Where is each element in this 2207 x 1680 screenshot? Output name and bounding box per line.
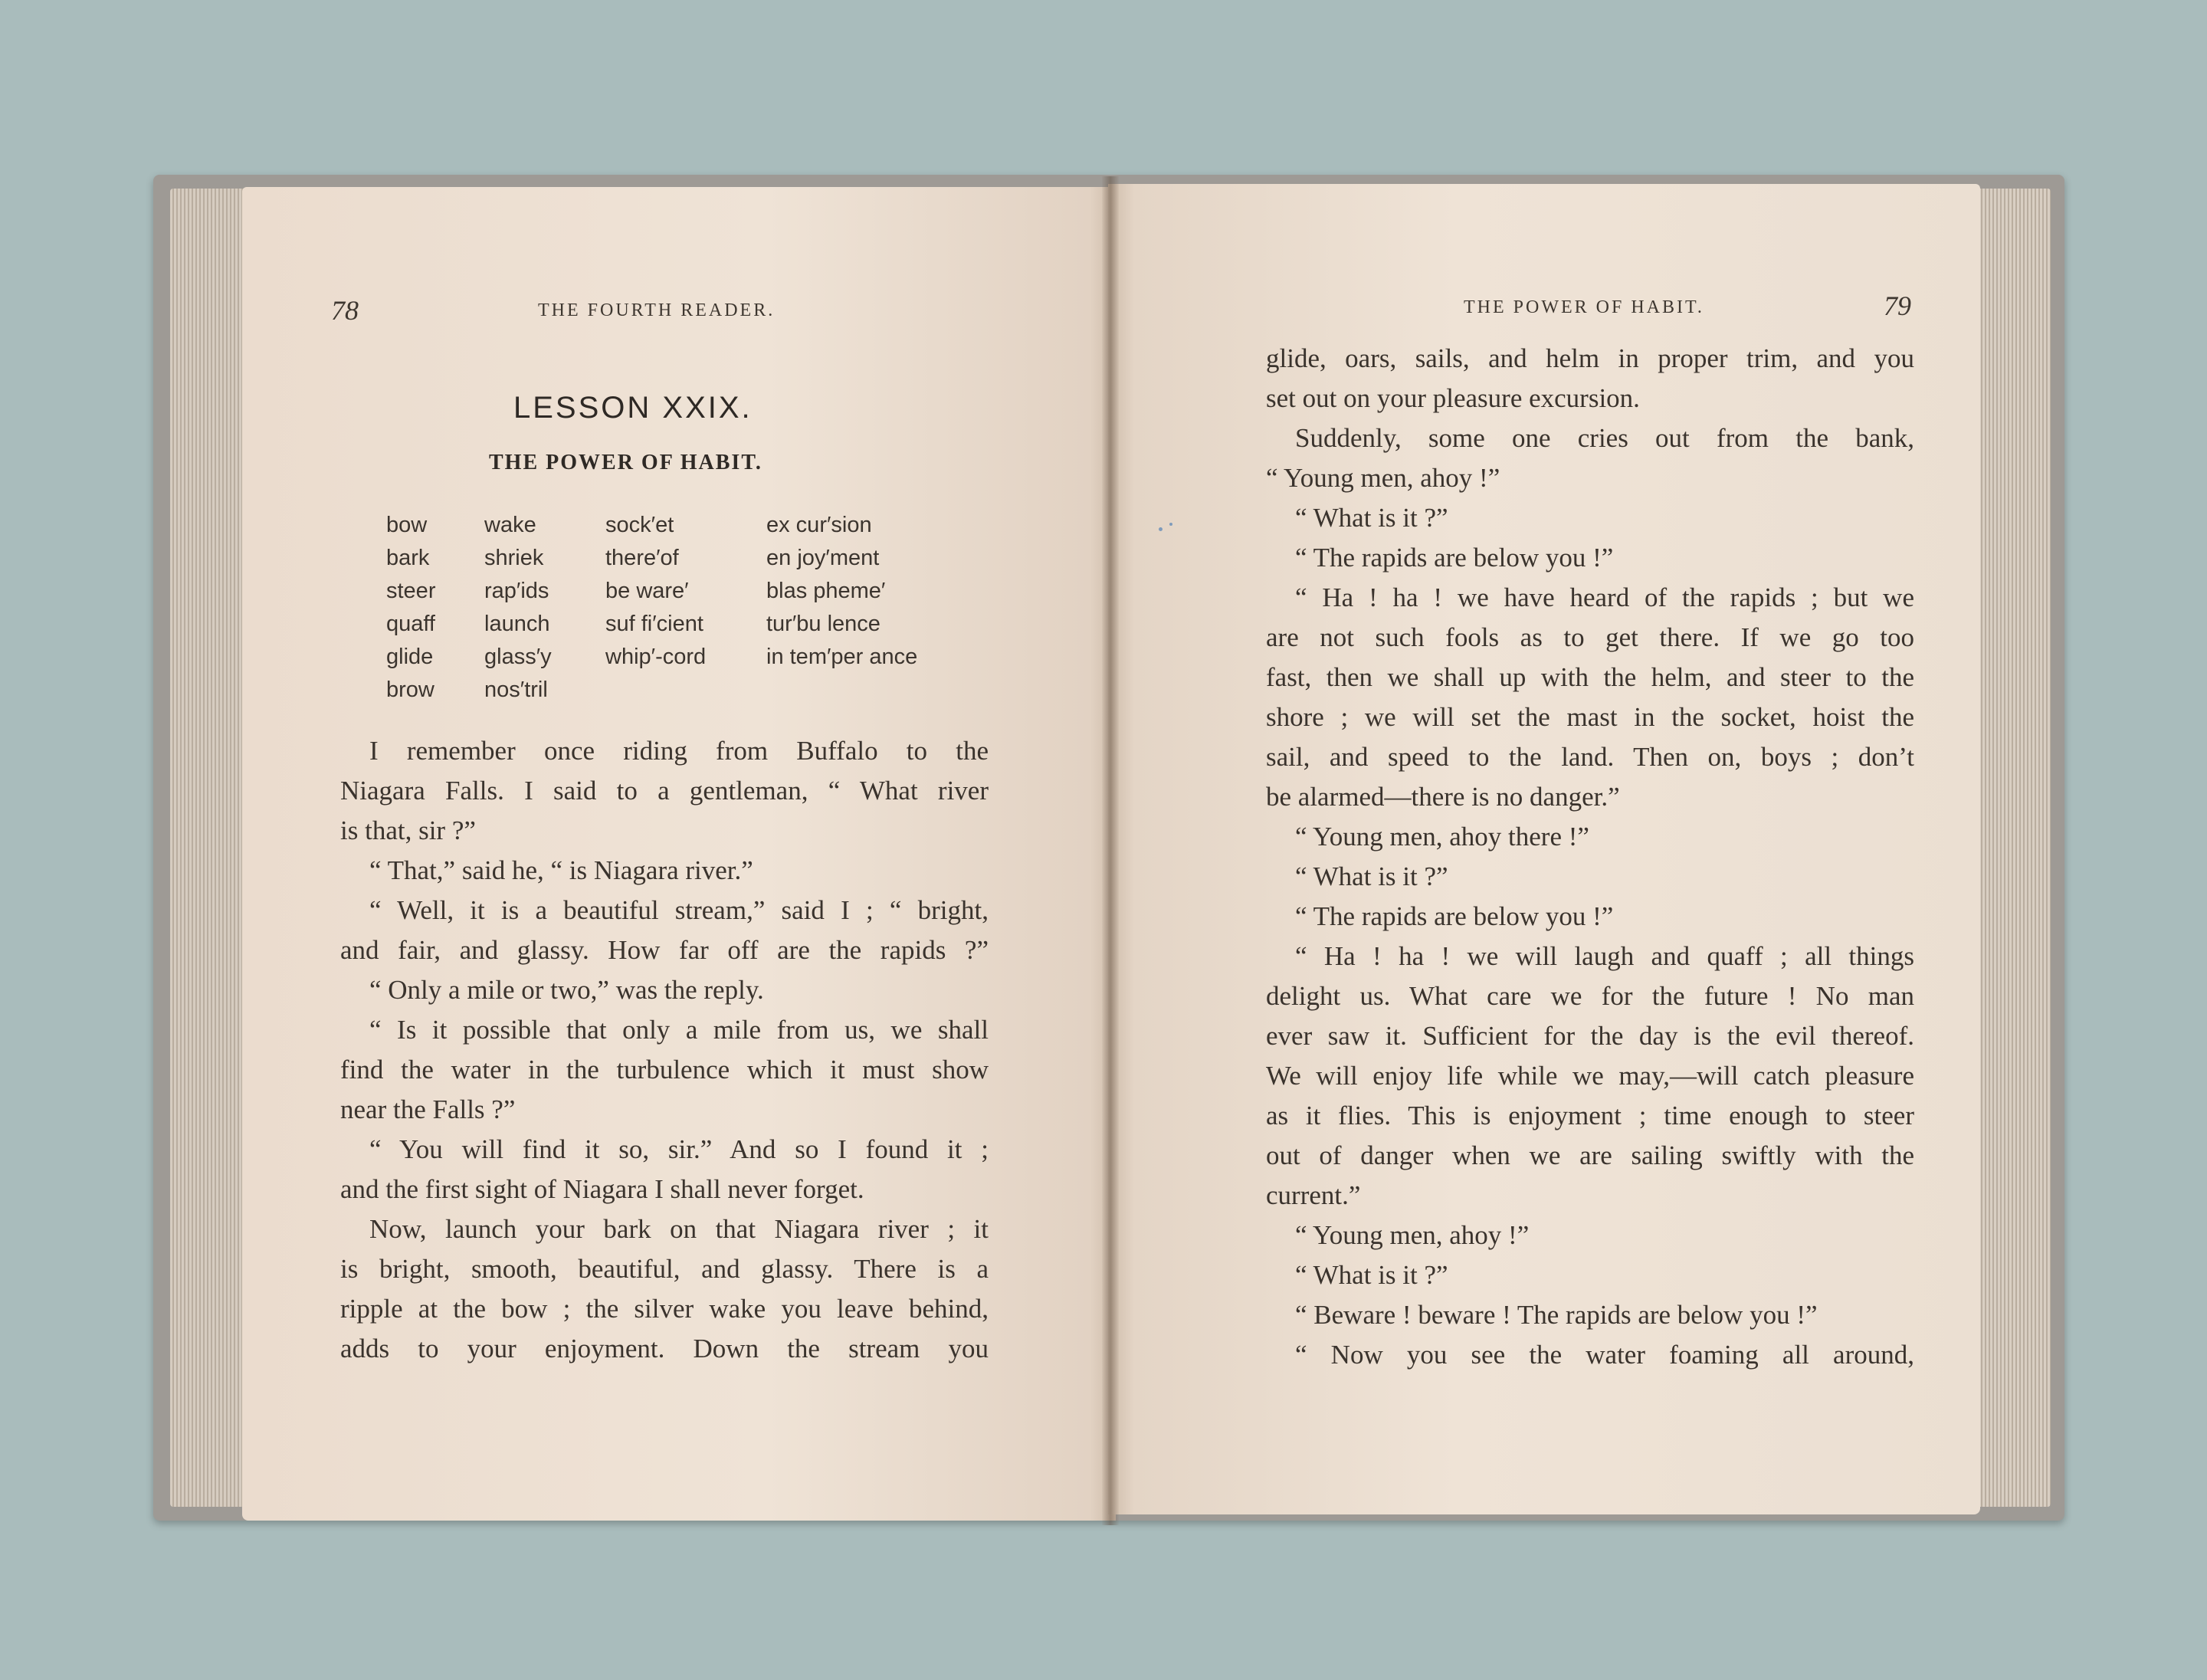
left-page-number: 78 (331, 295, 359, 326)
text-line: current.” (1266, 1180, 1361, 1210)
vocab-word: be ware′ (605, 579, 689, 603)
vocab-word: in tem′per ance (766, 645, 918, 669)
vocab-word: whip′-cord (605, 645, 707, 669)
text-line: “ The rapids are below you !” (1295, 901, 1614, 931)
text-line: Suddenly, some one cries out from the bank, (1295, 423, 1914, 453)
text-line: is bright, smooth, beautiful, and glassy. There is a (340, 1254, 989, 1284)
text-line: set out on your pleasure excursion. (1266, 383, 1640, 413)
text-line: “ What is it ?” (1295, 861, 1448, 891)
text-line: Now, launch your bark on that Niagara river ; it (369, 1214, 989, 1244)
text-line: “ Young men, ahoy there !” (1295, 822, 1589, 851)
text-line: and fair, and glassy. How far off are the rapids ?” (340, 935, 989, 965)
text-line: find the water in the turbulence which it must show (340, 1055, 989, 1084)
vocab-word: rap′ids (484, 579, 549, 603)
text-line: adds to your enjoyment. Down the stream you (340, 1334, 989, 1363)
text-line: delight us. What care we for the future ! No man (1266, 981, 1914, 1011)
text-line: fast, then we shall up with the helm, and steer to the (1266, 662, 1914, 692)
text-line: “ What is it ?” (1295, 1260, 1448, 1290)
vocab-word: wake (484, 513, 536, 537)
ink-speck (1159, 527, 1163, 531)
vocab-word: launch (484, 612, 550, 636)
text-line: “ Beware ! beware ! The rapids are below you !” (1295, 1300, 1818, 1330)
text-line: are not such fools as to get there. If we go too (1266, 622, 1914, 652)
text-line: and the first sight of Niagara I shall never forget. (340, 1174, 864, 1204)
text-line: near the Falls ?” (340, 1094, 516, 1124)
vocab-word: glide (386, 645, 434, 669)
text-line: as it flies. This is enjoyment ; time enough to steer (1266, 1101, 1914, 1130)
vocab-word: ex cur′sion (766, 513, 872, 537)
vocab-word: sock′et (605, 513, 674, 537)
text-line: “ Ha ! ha ! we have heard of the rapids ; but we (1295, 582, 1914, 612)
vocab-word: suf fi′cient (605, 612, 703, 636)
vocab-column-1 (386, 509, 435, 707)
text-line: sail, and speed to the land. Then on, boys ; don’t (1266, 742, 1914, 772)
vocab-word: shriek (484, 546, 544, 570)
right-page-number: 79 (1884, 290, 1911, 321)
text-line: “ Now you see the water foaming all around, (1295, 1340, 1914, 1370)
vocab-word: bark (386, 546, 430, 570)
right-page-text (1266, 339, 1914, 1375)
vocab-column-2 (484, 509, 552, 707)
text-line: “ Only a mile or two,” was the reply. (369, 975, 764, 1005)
text-line: I remember once riding from Buffalo to the (369, 736, 989, 766)
vocab-word: steer (386, 579, 436, 603)
vocab-word: bow (386, 513, 428, 537)
text-line: ever saw it. Sufficient for the day is the evil thereof. (1266, 1021, 1914, 1051)
text-line: be alarmed—there is no danger.” (1266, 782, 1620, 812)
book-gutter (1102, 176, 1119, 1525)
vocab-column-4 (766, 509, 917, 674)
vocab-word: tur′bu lence (766, 612, 881, 636)
text-line: is that, sir ?” (340, 815, 476, 845)
right-running-head: THE POWER OF HABIT. (1464, 297, 1704, 317)
text-line: We will enjoy life while we may,—will catch pleasure (1266, 1061, 1914, 1091)
text-line: glide, oars, sails, and helm in proper trim, and you (1266, 343, 1914, 373)
text-line: “ What is it ?” (1295, 503, 1448, 533)
text-line: Niagara Falls. I said to a gentleman, “ What river (340, 776, 989, 806)
vocabulary-list (386, 509, 969, 708)
vocab-word: blas pheme′ (766, 579, 886, 603)
ink-speck (1169, 523, 1172, 526)
text-line: “ That,” said he, “ is Niagara river.” (369, 855, 753, 885)
page-edges-right (1977, 189, 2051, 1507)
left-running-head: THE FOURTH READER. (538, 300, 776, 320)
vocab-word: nos′tril (484, 678, 548, 702)
text-line: ripple at the bow ; the silver wake you leave behind, (340, 1294, 989, 1324)
text-line: “ Young men, ahoy !” (1295, 1220, 1530, 1250)
text-line: “ Young men, ahoy !” (1266, 463, 1500, 493)
vocab-word: brow (386, 678, 435, 702)
vocab-word: glass′y (484, 645, 552, 669)
lesson-subtitle: THE POWER OF HABIT. (489, 451, 762, 474)
text-line: “ Is it possible that only a mile from us, we shall (369, 1015, 989, 1045)
lesson-title: LESSON XXIX. (513, 391, 753, 425)
text-line: out of danger when we are sailing swiftly with the (1266, 1140, 1914, 1170)
text-line: “ The rapids are below you !” (1295, 543, 1614, 573)
vocab-column-3 (605, 509, 706, 674)
text-line: “ Well, it is a beautiful stream,” said I ; “ bright, (369, 895, 989, 925)
text-line: shore ; we will set the mast in the socket, hoist the (1266, 702, 1914, 732)
left-page-text (340, 731, 989, 1369)
text-line: “ You will find it so, sir.” And so I found it ; (369, 1134, 989, 1164)
vocab-word: there′of (605, 546, 679, 570)
vocab-word: en joy′ment (766, 546, 880, 570)
vocab-word: quaff (386, 612, 435, 636)
text-line: “ Ha ! ha ! we will laugh and quaff ; all things (1295, 941, 1914, 971)
